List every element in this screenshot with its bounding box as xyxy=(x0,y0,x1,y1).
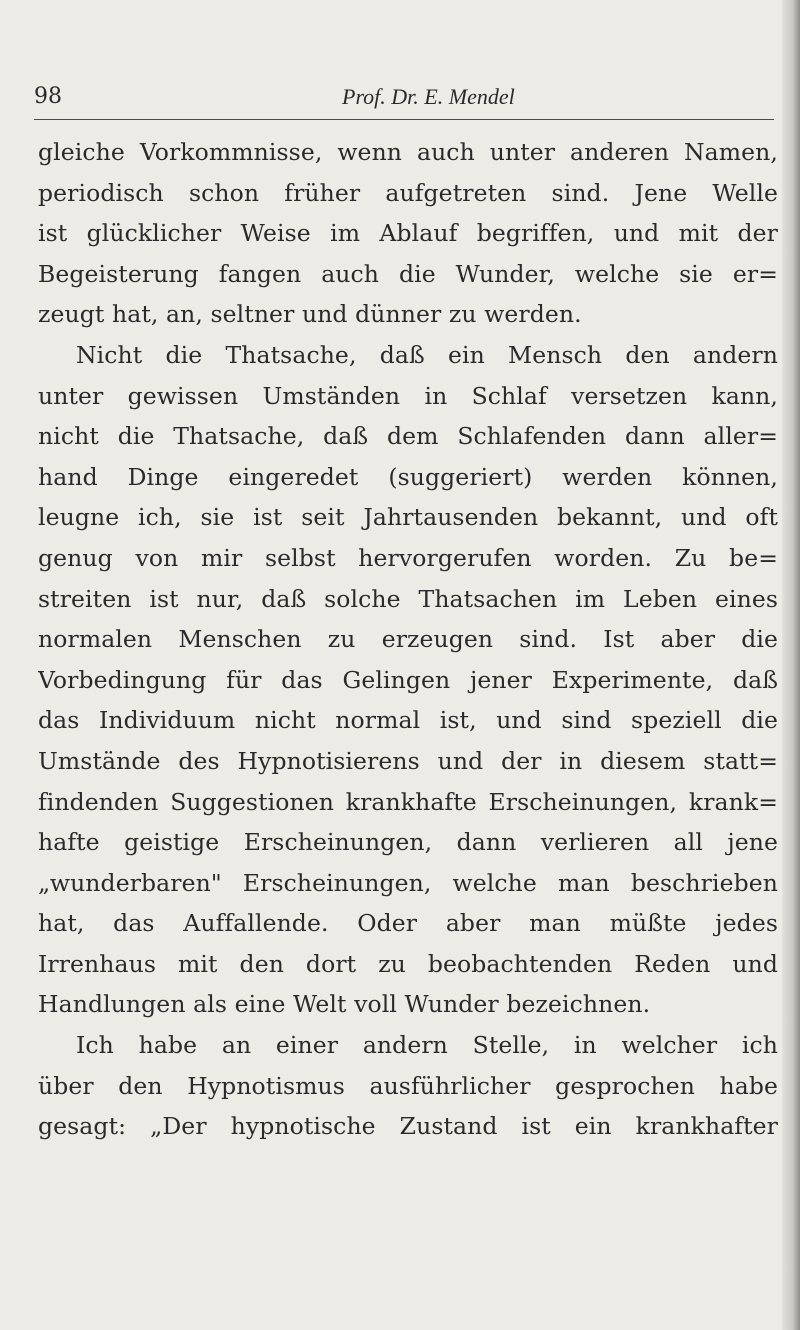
body-text xyxy=(38,132,778,1147)
text-line: streiten ist nur, daß solche Thatsachen im Leben eines xyxy=(38,584,778,613)
text-line: genug von mir selbst hervorgerufen worden. Zu be= xyxy=(38,543,778,572)
text-line: Ich habe an einer andern Stelle, in welcher ich xyxy=(76,1031,778,1060)
text-line: Umstände des Hypnotisierens und der in diesem statt= xyxy=(38,746,778,775)
header-rule xyxy=(34,119,774,120)
text-line: gleiche Vorkommnisse, wenn auch unter anderen Namen, xyxy=(38,138,778,166)
text-line: nicht die Thatsache, daß dem Schlafenden dann aller= xyxy=(38,422,778,451)
text-line: normalen Menschen zu erzeugen sind. Ist aber die xyxy=(38,625,778,654)
text-line: leugne ich, sie ist seit Jahrtausenden bekannt, und oft xyxy=(38,503,778,532)
text-line: über den Hypnotismus ausführlicher gesprochen habe xyxy=(38,1071,778,1100)
text-line: Irrenhaus mit den dort zu beobachtenden Reden und xyxy=(38,949,778,978)
text-line: das Individuum nicht normal ist, und sind speziell die xyxy=(38,706,778,735)
text-line: unter gewissen Umständen in Schlaf versetzen kann, xyxy=(38,381,778,410)
text-line: Nicht die Thatsache, daß ein Mensch den andern xyxy=(76,340,778,369)
text-line: ist glücklicher Weise im Ablauf begriffen, und mit der xyxy=(38,219,778,248)
text-line: gesagt: „Der hypnotische Zustand ist ein krankhafter xyxy=(38,1112,778,1141)
text-line: hafte geistige Erscheinungen, dann verlieren all jene xyxy=(38,828,778,857)
text-line: „wunderbaren" Erscheinungen, welche man beschrieben xyxy=(38,868,778,897)
text-line: findenden Suggestionen krankhafte Erscheinungen, krank= xyxy=(38,787,778,816)
text-line: hand Dinge eingeredet (suggeriert) werden können, xyxy=(38,462,778,491)
text-line: Begeisterung fangen auch die Wunder, welche sie er= xyxy=(38,259,778,288)
running-title: Prof. Dr. E. Mendel xyxy=(342,84,515,109)
page-edge-shadow xyxy=(782,0,800,1330)
text-line: Handlungen als eine Welt voll Wunder bezeichnen. xyxy=(38,990,651,1019)
text-line: zeugt hat, an, seltner und dünner zu werden. xyxy=(38,300,582,329)
page-number: 98 xyxy=(34,84,62,109)
text-line: periodisch schon früher aufgetreten sind. Jene Welle xyxy=(38,178,778,207)
text-line: hat, das Auffallende. Oder aber man müßte jedes xyxy=(38,909,778,938)
text-line: Vorbedingung für das Gelingen jener Experimente, daß xyxy=(38,665,778,694)
page-header xyxy=(34,84,780,124)
